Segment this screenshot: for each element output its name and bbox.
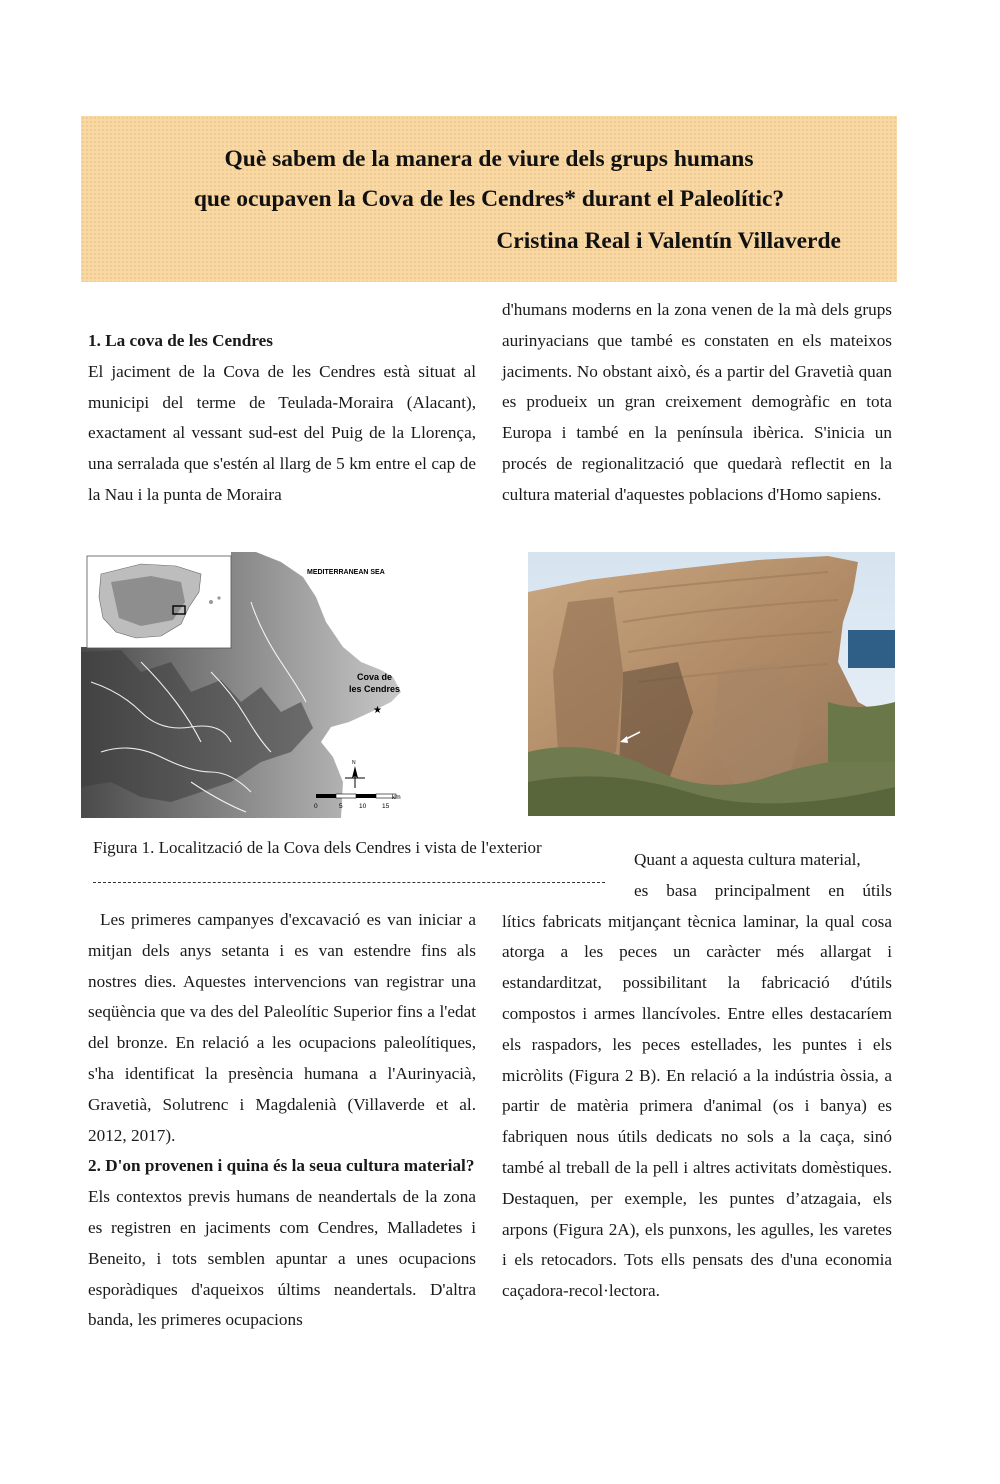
modern-humans-paragraph: d'humans moderns en la zona venen de la mà dels grups aurinyacians que també es constaten en els mateixos jaciments. No obstant això, és a partir del Gravetià quan es produeix un gran creixement demogràfic en tota Europa i també en la península ibèrica. S'inicia un procés de regionalització que quedarà reflectit en la cultura material d'aquestes poblacions d'Homo sapiens. [502,300,892,504]
excavations-paragraph: Les primeres campanyes d'excavació es van iniciar a mitjan dels anys setanta i es van estendre fins als nostres dies. Aquestes intervencions van registrar una seqüència que va des del Paleolític Superior fins a l'edat del bronze. En relació a les ocupacions paleolítiques, s'ha identificat la presència humana a l'Aurinyacià, Gravetià, Solutrenc i Magdalenià (Villaverde et al. 2012, 2017). [88,910,476,1145]
section-1-paragraph: El jaciment de la Cova de les Cendres està situat al municipi del terme de Teulada-Moraira (Alacant), exactament al vessant sud-est del Puig de la Llorença, una serralada que s'estén al llarg de 5 km entre el cap de la Nau i la punta de Moraira [88,361,476,504]
page-title-line-2: que ocupaven la Cova de les Cendres* durant el Paleolític? [193,186,785,212]
figure-1-caption: Figura 1. Localització de la Cova dels Cendres i vista de l'exterior [93,838,542,857]
contexts-paragraph: Els contextos previs humans de neandertals de la zona es registren en jaciments com Cendres, Malladetes i Beneito, i tots semblen apuntar a unes ocupacions esporàdiques d'aqueixos últims neandertals. D'altra banda, les primeres ocupacions [88,1187,476,1330]
culture-paragraph-line-1: Quant a aquesta cultura material, [634,850,861,869]
scale-tick-15: 15 [382,803,390,810]
page-authors: Cristina Real i Valentín Villaverde [496,228,841,254]
left-column-bottom [88,905,476,1336]
page-title-line-1: Què sabem de la manera de viure dels grups humans [224,146,754,172]
cave-exterior-photo [528,552,895,816]
right-column-top [502,295,892,511]
section-2-heading: 2. D'on provenen i quina és la seua cultura material? [88,1156,475,1176]
scale-bar [316,794,396,798]
scale-tick-5: 5 [339,803,343,810]
culture-paragraph-line-2: es basa principalment en útils [634,880,892,900]
title-banner [81,116,897,282]
section-1-heading: 1. La cova de les Cendres [88,331,273,350]
scale-tick-10: 10 [359,803,367,810]
site-label-line-2: les Cendres [349,684,401,694]
location-map [81,552,493,818]
iberia-inset-map [87,556,231,648]
scale-tick-0: 0 [314,803,318,810]
right-column-bottom [502,845,892,1307]
sea-label: MEDITERRANEAN SEA [307,569,385,576]
site-label-line-1: Cova de [357,672,393,682]
scale-unit: km [392,794,401,801]
culture-paragraph-rest: lítics fabricats mitjançant tècnica laminar, la qual cosa atorga a les peces un caràcter més allargat i estandarditzat, possibilitant la fabricació d'útils compostos i armes llancívoles. Entre elles destacaríem els raspadors, les peces estellades, les puntes i els micròlits (Figura 2 B). En relació a la indústria òssia, a partir de matèria primera d'animal (os i banya) es fabriquen nous útils dedicats no sols a la caça, sinó també al treball de la pell i altres activitats domèstiques. Destaquen, per exemple, les puntes d’atzagaia, els arpons (Figura 2A), els punxons, les agulles, les varetes i els retocadors. Tots ells pensats des d'una economia caçadora-recol·lectora. [502,911,892,1301]
north-label: N [352,760,356,766]
left-column-top [88,326,476,511]
site-star-icon: ★ [373,705,382,716]
